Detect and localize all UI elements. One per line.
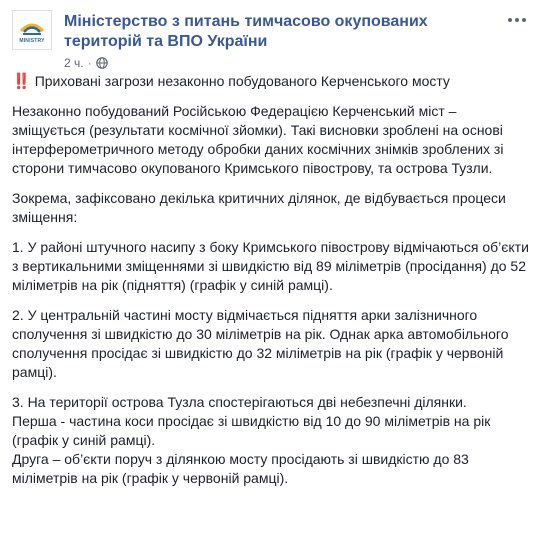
post-paragraph: 2. У центральній частині мосту відмічається підняття арки залізничного сполучення зі швидкістю до 30 міліметрів на рік. Однак арка автомобільного сполучення просідає зі швидкістю до 32 міліметрів на рік (графік у червоній рамці). <box>12 307 509 380</box>
paragraph-line: Друга – об’єкти поруч з ділянкою мосту просідають зі швидкістю до 83 міліметрів на рік (графік у червоній рамці). <box>12 451 469 486</box>
post-header <box>12 10 529 70</box>
avatar-caption: MINISTRY <box>19 37 45 44</box>
post-headline <box>12 72 532 91</box>
post-paragraph: Незаконно побудований Російською Федерацією Керченський міст – зміщується (результати космічної зйомки). Такі висновки зроблені на основі інтерферометричного методу обробки даних космічних знімків зроблених зі сторони тимчасово окупованого Кримського півострову, та острова Тузли. <box>12 103 504 176</box>
post-body <box>12 72 532 499</box>
paragraph-line: 3. На території острова Тузла спостерігаються дві небезпечні ділянки. <box>12 394 467 410</box>
ministry-emblem-icon <box>19 17 45 39</box>
globe-icon <box>96 57 108 69</box>
more-dot-icon <box>515 18 519 22</box>
meta-separator: · <box>87 56 92 70</box>
more-options-button[interactable] <box>505 12 529 28</box>
post-paragraph-last <box>12 393 532 488</box>
post-meta <box>64 56 108 70</box>
more-dot-icon <box>522 18 526 22</box>
page-name-link[interactable]: Міністерство з питань тимчасово окупованих територій та ВПО України <box>64 13 428 50</box>
paragraph-line: Перша - частина коси просідає зі швидкістю від 10 до 90 міліметрів на рік (графік у синій рамці). <box>12 413 491 448</box>
post-paragraph: Зокрема, зафіксовано декілька критичних ділянок, де відбувається процеси зміщення: <box>12 190 506 225</box>
more-dot-icon <box>508 18 512 22</box>
post-paragraph: 1. У районі штучного насипу з боку Кримського півострову відмічаються об’єкти з вертикальними зміщеннями зі швидкістю від 89 міліметрів (просідання) до 52 міліметрів на рік (підняття) (графік у синій рамці). <box>12 239 529 293</box>
page-avatar[interactable] <box>12 10 52 50</box>
double-exclamation-icon: ‼️ <box>12 73 29 90</box>
post-timestamp[interactable]: 2 ч. <box>64 56 84 70</box>
headline-text: Приховані загрози незаконно побудованого Керченського мосту <box>34 73 450 89</box>
